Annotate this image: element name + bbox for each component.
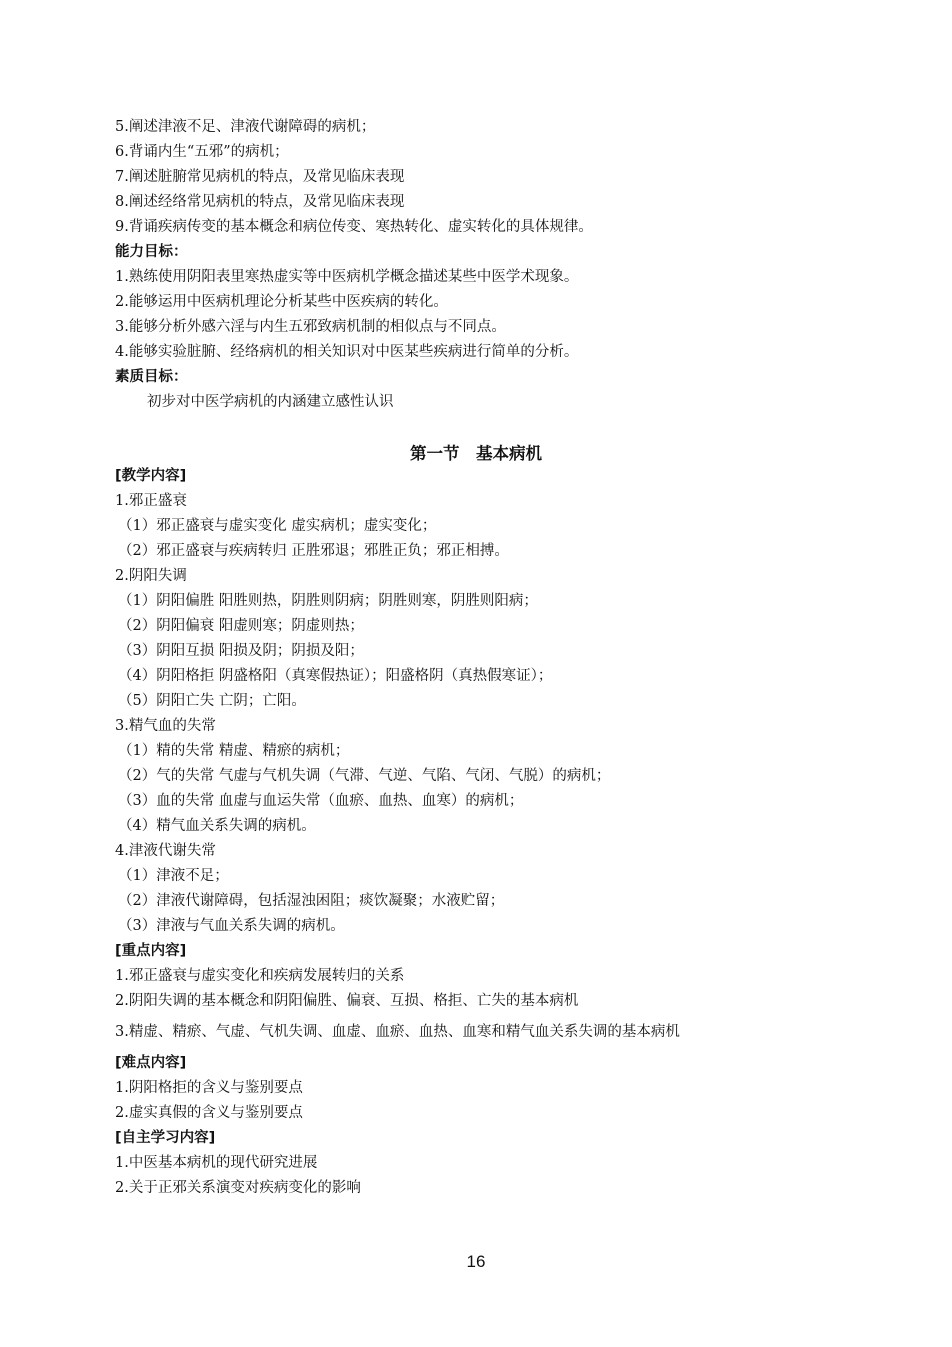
objective-item-7: 7.阐述脏腑常见病机的特点，及常见临床表现 [115,169,405,185]
ability-heading: 能力目标： [115,244,188,260]
ability-item: 3.能够分析外感六淫与内生五邪致病机制的相似点与不同点。 [115,319,506,335]
ability-item: 1.熟练使用阴阳表里寒热虚实等中医病机学概念描述某些中医学术现象。 [115,269,579,285]
key-item: 1.邪正盛衰与虚实变化和疾病发展转归的关系 [115,968,405,984]
section-title: 第一节 基本病机 [410,444,542,463]
ability-item: 4.能够实验脏腑、经络病机的相关知识对中医某些疾病进行简单的分析。 [115,344,579,360]
quality-heading: 素质目标： [115,369,188,385]
key-heading: [重点内容] [115,943,187,959]
objective-item-5: 5.阐述津液不足、津液代谢障碍的病机； [115,119,376,135]
ability-item: 2.能够运用中医病机理论分析某些中医疾病的转化。 [115,294,448,310]
self-study-item: 2.关于正邪关系演变对疾病变化的影响 [115,1180,361,1196]
teaching-line: 3.精气血的失常 [115,718,216,734]
objective-item-8: 8.阐述经络常见病机的特点，及常见临床表现 [115,194,405,210]
teaching-line: （1）阴阳偏胜 阳胜则热，阴胜则阴病；阴胜则寒，阴胜则阳病； [118,593,538,609]
objective-item-9: 9.背诵疾病传变的基本概念和病位传变、寒热转化、虚实转化的具体规律。 [115,219,593,235]
teaching-line: 1.邪正盛衰 [115,493,187,509]
teaching-line: （3）津液与气血关系失调的病机。 [118,918,345,934]
teaching-line: （2）津液代谢障碍，包括湿浊困阻；痰饮凝聚；水液贮留； [118,893,505,909]
key-item: 2.阴阳失调的基本概念和阴阳偏胜、偏衰、互损、格拒、亡失的基本病机 [115,993,579,1009]
teaching-line: （2）阴阳偏衰 阳虚则寒；阴虚则热； [118,618,364,634]
self-study-heading: [自主学习内容] [115,1130,216,1146]
teaching-line: （1）精的失常 精虚、精瘀的病机； [118,743,350,759]
teaching-line: （1）津液不足； [118,868,229,884]
difficult-item: 2.虚实真假的含义与鉴别要点 [115,1105,303,1121]
teaching-line: （3）血的失常 血虚与血运失常（血瘀、血热、血寒）的病机； [118,793,524,809]
teaching-line: （2）气的失常 气虚与气机失调（气滞、气逆、气陷、气闭、气脱）的病机； [118,768,611,784]
teaching-line: （1）邪正盛衰与虚实变化 虚实病机；虚实变化； [118,518,437,534]
teaching-line: （5）阴阳亡失 亡阴；亡阳。 [118,693,306,709]
difficult-item: 1.阴阳格拒的含义与鉴别要点 [115,1080,303,1096]
self-study-item: 1.中医基本病机的现代研究进展 [115,1155,318,1171]
teaching-line: （3）阴阳互损 阳损及阴；阴损及阳； [118,643,364,659]
difficult-heading: [难点内容] [115,1055,187,1071]
page-number: 16 [466,1252,486,1271]
teaching-heading: [教学内容] [115,468,187,484]
teaching-line: （4）阴阳格拒 阴盛格阳（真寒假热证）；阳盛格阴（真热假寒证）； [118,668,553,684]
quality-text: 初步对中医学病机的内涵建立感性认识 [147,394,394,410]
objective-item-6: 6.背诵内生“五邪”的病机； [115,144,289,160]
teaching-line: （4）精气血关系失调的病机。 [118,818,316,834]
teaching-line: （2）邪正盛衰与疾病转归 正胜邪退；邪胜正负；邪正相搏。 [118,543,509,559]
key-item: 3.精虚、精瘀、气虚、气机失调、血虚、血瘀、血热、血寒和精气血关系失调的基本病机 [115,1024,680,1040]
teaching-line: 2.阴阳失调 [115,568,187,584]
teaching-line: 4.津液代谢失常 [115,843,216,859]
